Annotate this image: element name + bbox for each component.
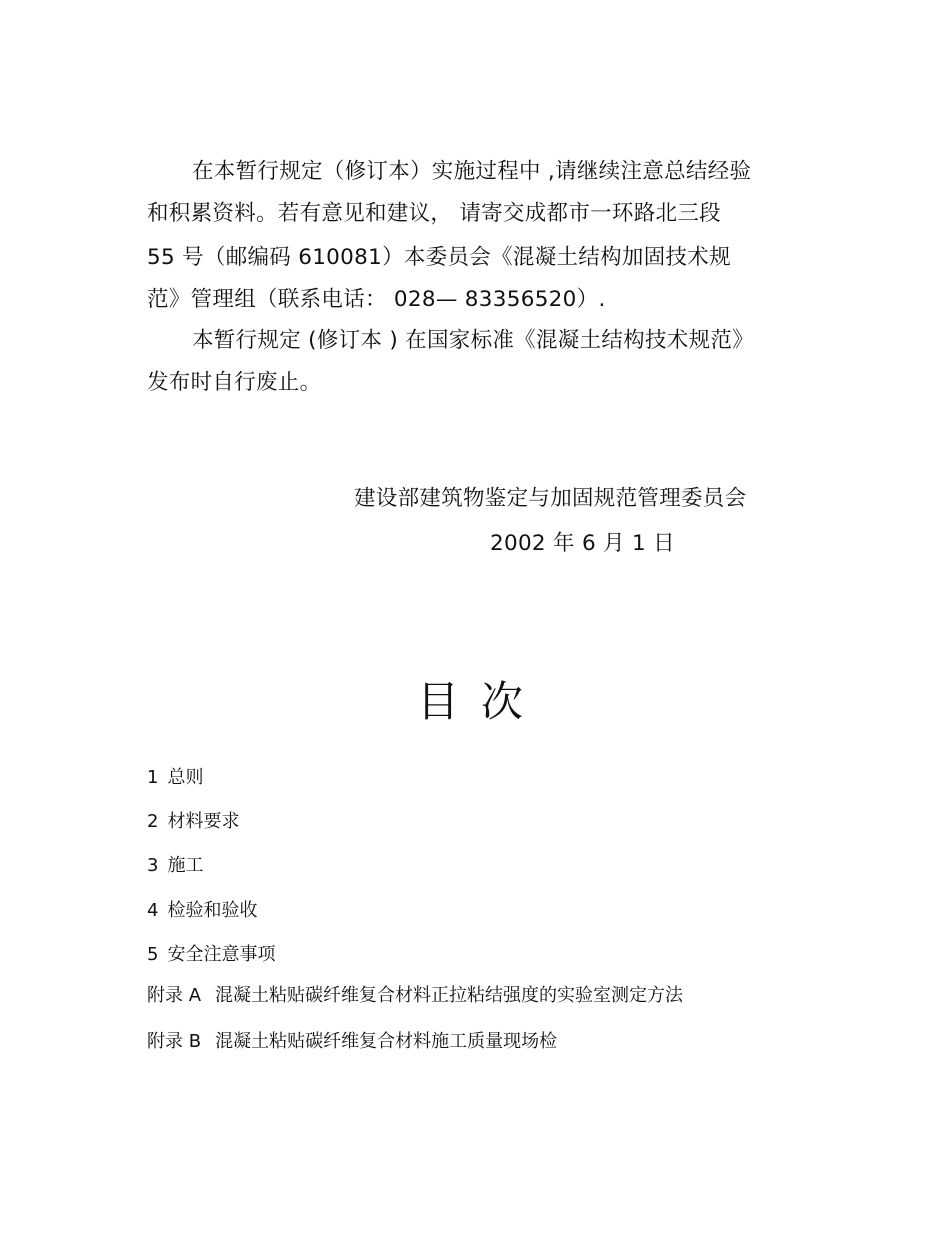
preface-line: 55 号（邮编码 610081）本委员会《混凝土结构加固技术规	[147, 245, 731, 270]
toc-item[interactable]	[147, 765, 203, 791]
toc-appendix[interactable]	[147, 1029, 557, 1055]
toc-item[interactable]	[147, 853, 203, 879]
signature-date: 2002 年 6 月 1 日	[490, 531, 675, 556]
signature-organization: 建设部建筑物鉴定与加固规范管理委员会	[354, 486, 747, 511]
toc-item-label: 安全注意事项	[167, 944, 276, 965]
preface-line: 发布时自行废止。	[147, 370, 322, 395]
toc-item-label: 总则	[167, 767, 204, 788]
toc-item-label: 检验和验收	[167, 900, 258, 921]
toc-item-number: 2	[147, 811, 159, 832]
toc-appendix-label: 混凝土粘贴碳纤维复合材料正拉粘结强度的实验室测定方法	[215, 985, 684, 1006]
toc-item-number: 1	[147, 767, 159, 788]
toc-item-number: 3	[147, 855, 159, 876]
toc-title: 目次	[416, 677, 545, 726]
toc-item-number: 4	[147, 900, 159, 921]
preface-line: 在本暂行规定（修订本）实施过程中 ,请继续注意总结经验	[192, 159, 752, 184]
toc-item-label: 施工	[167, 855, 204, 876]
toc-item[interactable]	[147, 898, 257, 924]
preface-line: 和积累资料。若有意见和建议， 请寄交成都市一环路北三段	[147, 201, 721, 226]
preface-line: 范》管理组（联系电话： 028— 83356520）.	[147, 287, 606, 312]
toc-appendix-label: 混凝土粘贴碳纤维复合材料施工质量现场检	[215, 1031, 558, 1052]
toc-appendix-prefix: 附录 A	[147, 985, 202, 1006]
toc-item[interactable]	[147, 809, 239, 835]
preface-line: 本暂行规定 (修订本 ) 在国家标准《混凝土结构技术规范》	[192, 328, 754, 353]
toc-appendix[interactable]	[147, 983, 683, 1009]
toc-appendix-prefix: 附录 B	[147, 1031, 202, 1052]
toc-item-number: 5	[147, 944, 159, 965]
toc-item-label: 材料要求	[167, 811, 240, 832]
toc-item[interactable]	[147, 942, 275, 968]
